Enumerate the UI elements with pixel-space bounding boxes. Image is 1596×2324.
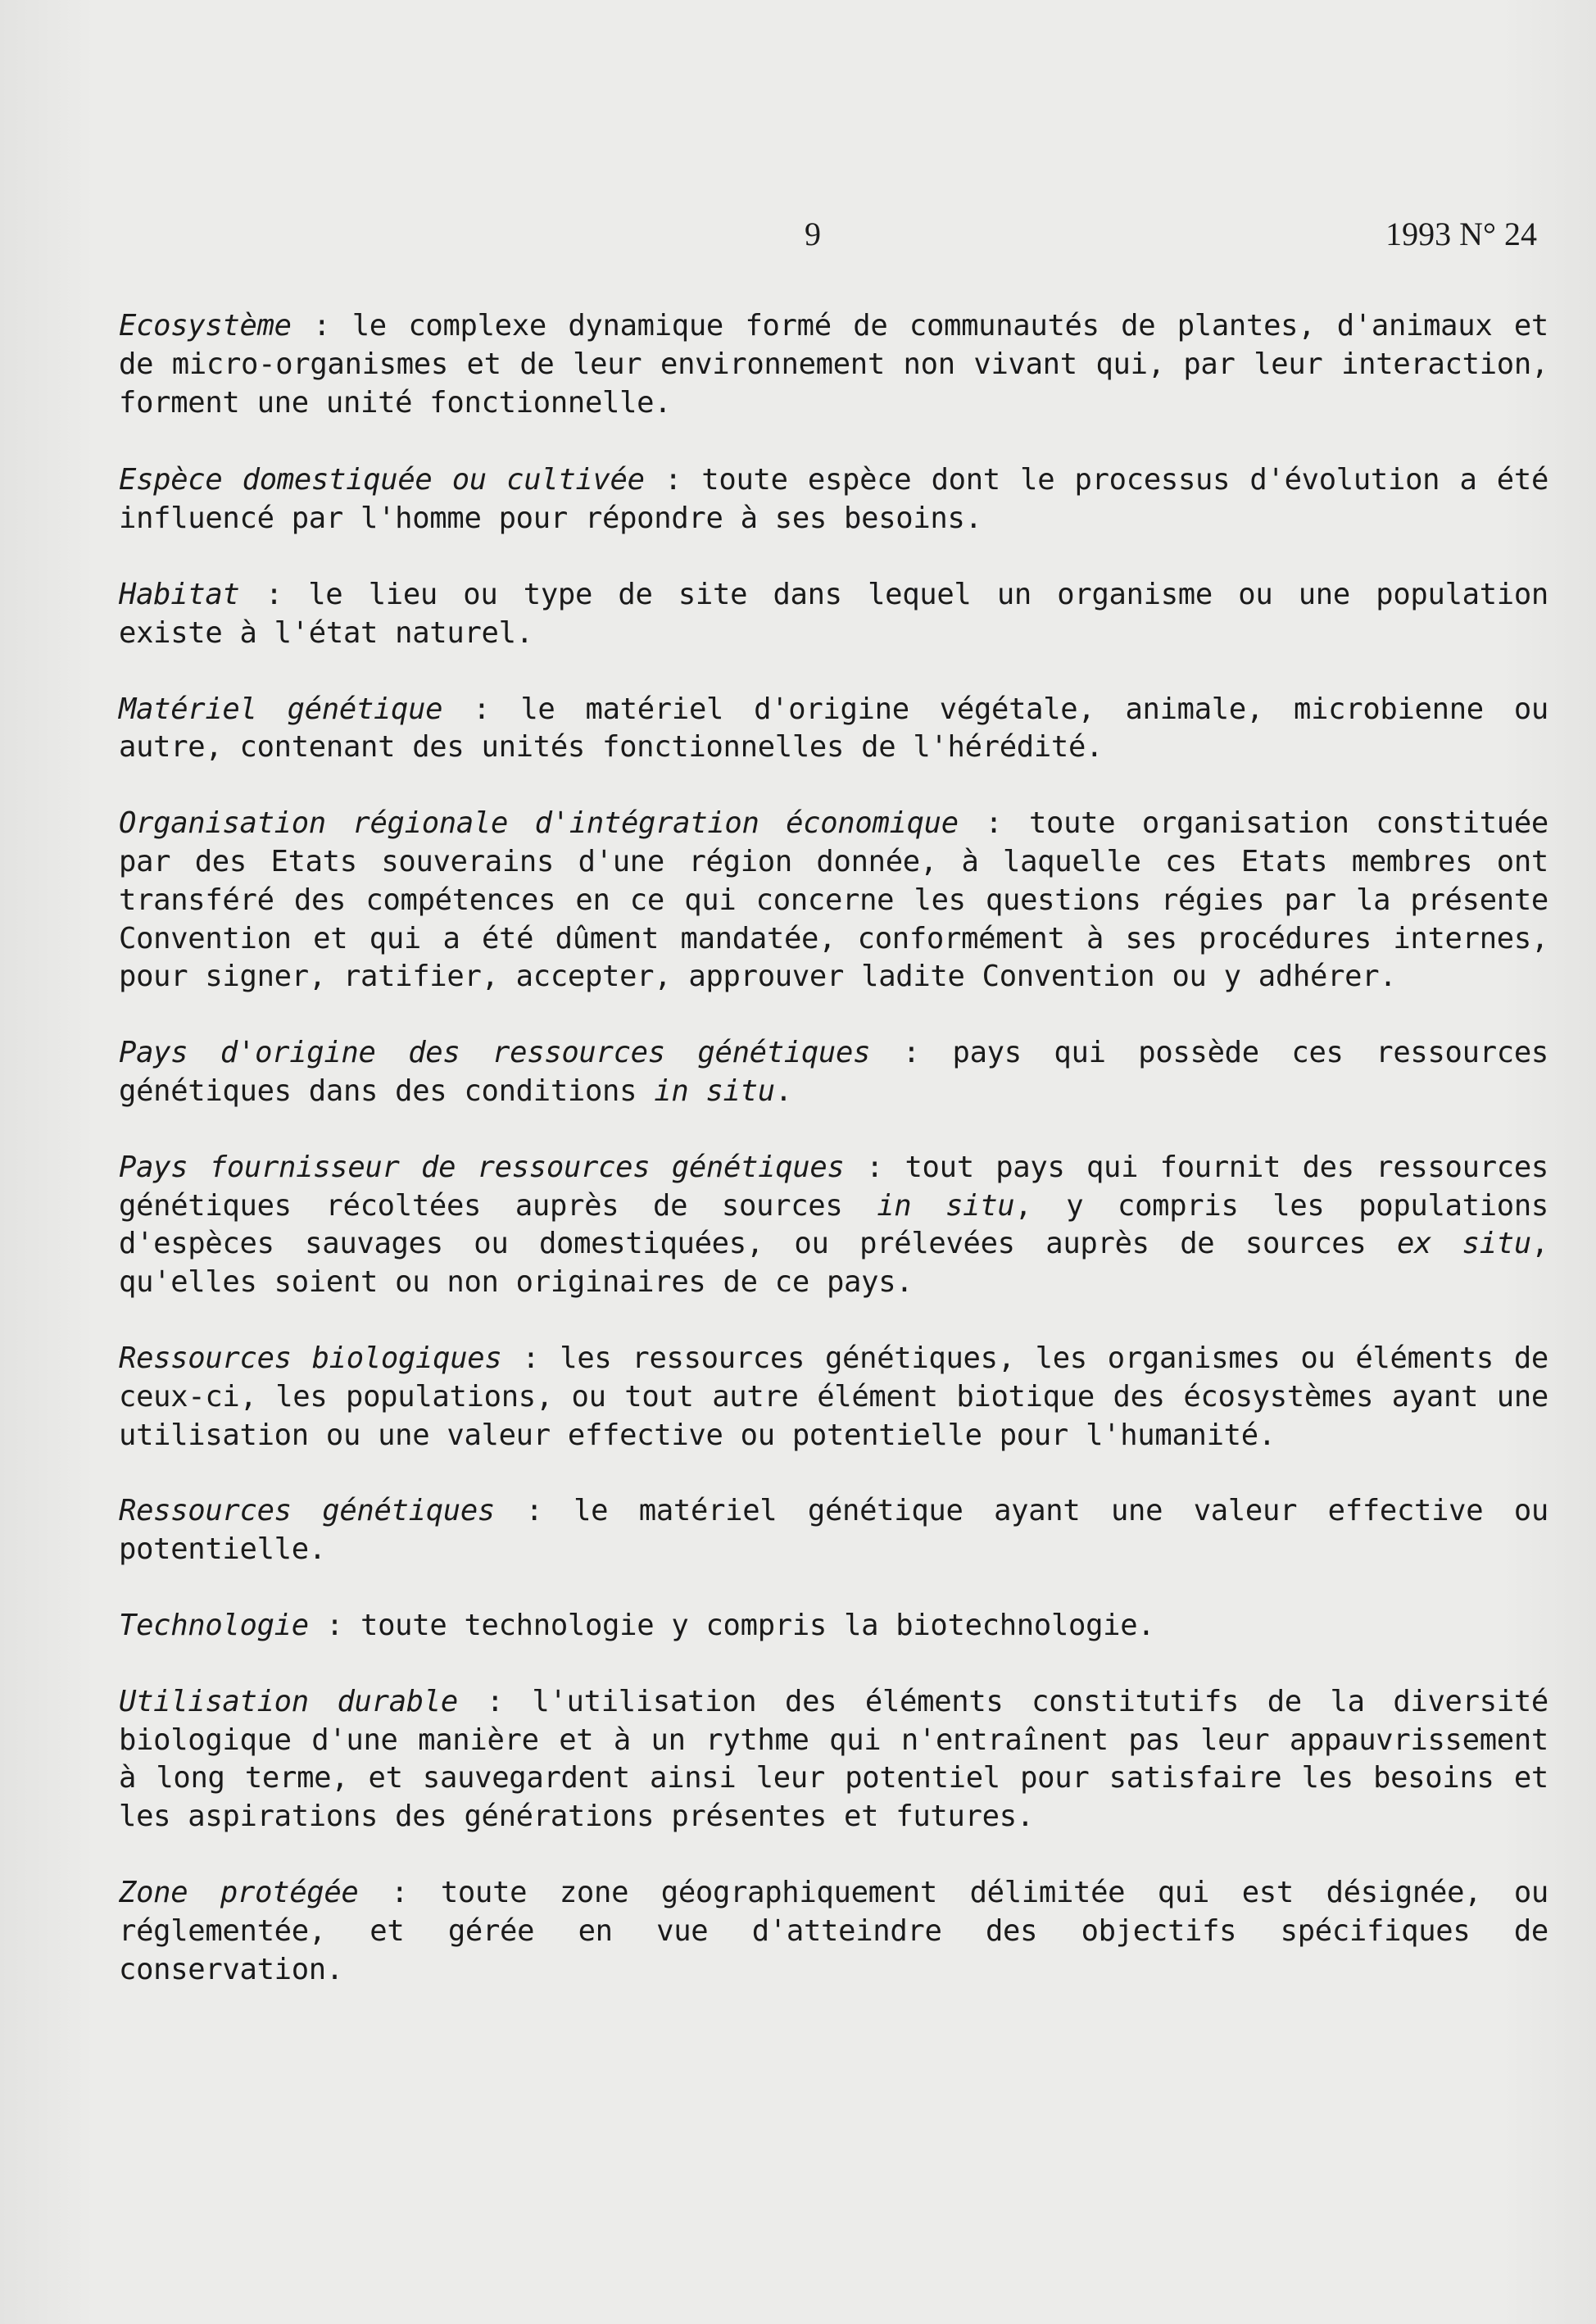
definition-habitat <box>119 576 1548 653</box>
term: Pays fournisseur de ressources génétiques <box>119 1150 845 1184</box>
definition-text: le lieu ou type de site dans lequel un organisme ou une population existe à l'état naturel. <box>119 577 1548 650</box>
definition-text: tout pays qui fournit des ressources génétiques récoltées auprès de sources <box>119 1150 1548 1223</box>
definition-ressources-genetiques <box>119 1492 1548 1569</box>
definition-text: les ressources génétiques, les organismes ou éléments de ceux-ci, les populations, ou tout autre élément biotique des écosystèmes ayant une utilisation ou une valeur effective ou potentielle pour l'humanité. <box>119 1341 1549 1452</box>
term: Ecosystème <box>119 309 292 343</box>
separator: : <box>239 577 309 611</box>
definition-utilisation-durable <box>119 1683 1548 1836</box>
term: Espèce domestiquée ou cultivée <box>119 463 645 497</box>
page-number: 9 <box>805 216 821 252</box>
definitions-list <box>119 307 1548 2027</box>
page-header <box>0 215 1596 264</box>
term: Technologie <box>119 1608 309 1642</box>
separator: : <box>358 1875 441 1909</box>
separator: : <box>442 692 521 726</box>
definition-text: toute zone géographiquement délimitée qui est désignée, ou réglementée, et gérée en vue d'atteindre des objectifs spécifiques de conservation. <box>119 1875 1548 1986</box>
italic-phrase: in situ <box>654 1073 775 1108</box>
separator: : <box>644 463 702 497</box>
definition-organisation-regionale <box>119 805 1548 996</box>
separator: : <box>870 1036 953 1070</box>
definition-pays-origine <box>119 1034 1548 1111</box>
term: Organisation régionale d'intégration économique <box>119 806 959 841</box>
definition-text: . <box>774 1073 792 1108</box>
definition-materiel-genetique <box>119 691 1548 768</box>
definition-text: le matériel génétique ayant une valeur effective ou potentielle. <box>119 1494 1548 1567</box>
definition-text: l'utilisation des éléments constitutifs de la diversité biologique d'une manière et à un rythme qui n'entraînent pas leur appauvrissement à long terme, et sauvegardent ainsi leur potentiel pour satisfaire les besoins et les aspirations des générations présentes et futures. <box>119 1684 1548 1834</box>
separator: : <box>291 309 352 343</box>
definition-text: le complexe dynamique formé de communautés de plantes, d'animaux et de micro-organismes et de leur environnement non vivant qui, par leur interaction, forment une unité fonctionnelle. <box>119 309 1548 420</box>
definition-ressources-biologiques <box>119 1340 1548 1455</box>
definition-text: pays qui possède ces ressources génétiques dans des conditions <box>119 1036 1548 1108</box>
definition-ecosysteme <box>119 307 1548 422</box>
separator: : <box>494 1494 574 1528</box>
definition-text: toute technologie y compris la biotechnologie. <box>360 1608 1155 1642</box>
definition-text: , qu'elles soient ou non originaires de ce pays. <box>119 1227 1548 1300</box>
term: Ressources biologiques <box>119 1341 502 1375</box>
italic-phrase: ex situ <box>1396 1227 1531 1261</box>
italic-phrase: in situ <box>877 1188 1015 1223</box>
definition-technologie <box>119 1607 1548 1645</box>
separator: : <box>501 1341 560 1375</box>
definition-zone-protegee <box>119 1874 1548 1989</box>
separator: : <box>308 1608 361 1642</box>
term: Ressources génétiques <box>119 1494 495 1528</box>
separator: : <box>844 1150 905 1184</box>
term: Habitat <box>119 577 240 611</box>
separator: : <box>958 806 1029 841</box>
definition-text: toute espèce dont le processus d'évolution a été influencé par l'homme pour répondre à ses besoins. <box>119 463 1549 536</box>
definition-pays-fournisseur <box>119 1149 1548 1302</box>
term: Pays d'origine des ressources génétiques <box>119 1036 871 1070</box>
definition-espece-domestiquee <box>119 461 1548 538</box>
term: Zone protégée <box>119 1875 359 1909</box>
term: Matériel génétique <box>119 692 443 726</box>
term: Utilisation durable <box>119 1684 458 1718</box>
definition-text: toute organisation constituée par des Etats souverains d'une région donnée, à laquelle ces Etats membres ont transféré des compétences en ce qui concerne les questions régies par la présente Convention et qui a été dûment mandatée, conformément à ses procédures internes, pour signer, ratifier, accepter, approuver ladite Convention ou y adhérer. <box>119 806 1548 994</box>
issue-reference: 1993 N° 24 <box>1385 216 1537 252</box>
separator: : <box>457 1684 533 1718</box>
definition-text: , y compris les populations d'espèces sauvages ou domestiquées, ou prélevées auprès de sources <box>119 1188 1549 1261</box>
definition-text: le matériel d'origine végétale, animale, microbienne ou autre, contenant des unités fonctionnelles de l'hérédité. <box>119 692 1548 765</box>
